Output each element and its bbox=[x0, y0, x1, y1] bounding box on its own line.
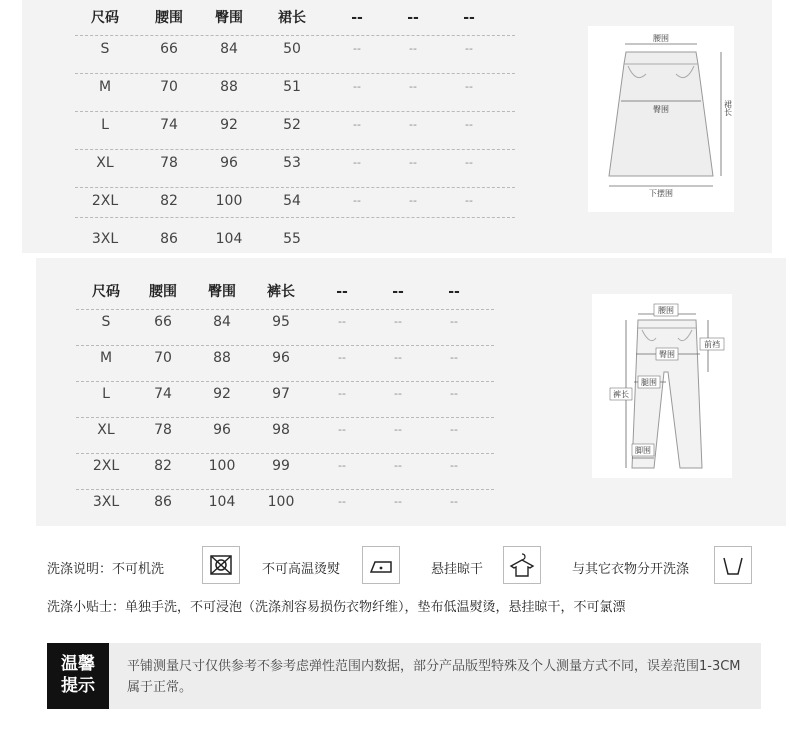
table-cell: 97 bbox=[272, 386, 290, 402]
column-header: 腰围 bbox=[155, 10, 183, 26]
table-cell: 100 bbox=[267, 494, 295, 510]
table-cell: 74 bbox=[154, 386, 172, 402]
table-cell: -- bbox=[353, 80, 361, 93]
notice-title-line1: 温馨 bbox=[61, 654, 95, 674]
table-cell: 84 bbox=[213, 314, 231, 330]
skirt-illustration bbox=[588, 26, 734, 212]
column-header: 臀围 bbox=[208, 284, 236, 300]
column-header: -- bbox=[407, 10, 419, 26]
hang-dry-icon bbox=[503, 546, 541, 584]
table-cell: -- bbox=[465, 80, 473, 93]
table-cell: -- bbox=[394, 315, 402, 328]
table-cell: 52 bbox=[283, 117, 301, 133]
table-cell: -- bbox=[338, 351, 346, 364]
column-header: 裤长 bbox=[267, 284, 295, 300]
table-cell: -- bbox=[450, 351, 458, 364]
column-header: 臀围 bbox=[215, 10, 243, 26]
table-cell: -- bbox=[450, 459, 458, 472]
table-cell: 96 bbox=[220, 155, 238, 171]
table-cell: 50 bbox=[283, 41, 301, 57]
pants-length-label: 裤长 bbox=[613, 390, 629, 399]
washing-tip: 洗涤小贴士：单独手洗，不可浸泡（洗涤剂容易损伤衣物纤维），垫布低温熨烫，悬挂晾干，不可氯漂 bbox=[47, 600, 626, 615]
table-cell: 2XL bbox=[91, 193, 119, 209]
table-cell: 99 bbox=[272, 458, 290, 474]
table-cell: 86 bbox=[160, 231, 178, 247]
hang-dry-label: 悬挂晾干 bbox=[431, 562, 484, 577]
table-cell: -- bbox=[394, 459, 402, 472]
table-cell: -- bbox=[465, 118, 473, 131]
table-cell: 3XL bbox=[91, 231, 119, 247]
notice-text: 平铺测量尺寸仅供参考不参考虑弹性范围内数据，部分产品版型特殊及个人测量方式不同，误差范围1-3CM属于正常。 bbox=[127, 659, 741, 695]
column-header: -- bbox=[463, 10, 475, 26]
skirt-hip-label: 臀围 bbox=[653, 105, 669, 114]
column-header: -- bbox=[448, 284, 460, 300]
table-row bbox=[76, 454, 494, 492]
skirt-length-label: 裙长 bbox=[723, 100, 733, 116]
table-cell: 92 bbox=[213, 386, 231, 402]
table-cell: 95 bbox=[272, 314, 290, 330]
skirt-hem-label: 下摆围 bbox=[649, 189, 673, 198]
table-row bbox=[76, 382, 494, 420]
table-cell: -- bbox=[353, 42, 361, 55]
table-row bbox=[75, 150, 515, 188]
table-cell: L bbox=[102, 386, 110, 402]
table-cell: L bbox=[101, 117, 109, 133]
pants-rise-label: 前裆 bbox=[704, 340, 720, 349]
pants-hip-label: 臀围 bbox=[659, 350, 675, 359]
column-header: 腰围 bbox=[149, 284, 177, 300]
table-row bbox=[75, 112, 515, 150]
table-cell: 54 bbox=[283, 193, 301, 209]
table-cell: S bbox=[101, 314, 111, 330]
table-cell: -- bbox=[353, 118, 361, 131]
table-cell: 66 bbox=[154, 314, 172, 330]
table-cell: 88 bbox=[220, 79, 238, 95]
pants-hem-label: 脚围 bbox=[635, 446, 651, 455]
column-header: -- bbox=[351, 10, 363, 26]
table-cell: 104 bbox=[215, 231, 243, 247]
table-cell: -- bbox=[338, 315, 346, 328]
table-cell: M bbox=[98, 79, 112, 95]
table-cell: 84 bbox=[220, 41, 238, 57]
table-cell: -- bbox=[450, 495, 458, 508]
table-header-row bbox=[75, 0, 515, 38]
table-cell: -- bbox=[338, 495, 346, 508]
table-cell: -- bbox=[394, 351, 402, 364]
notice-box bbox=[47, 643, 761, 709]
table-cell: M bbox=[99, 350, 113, 366]
table-cell: -- bbox=[338, 423, 346, 436]
column-header: -- bbox=[336, 284, 348, 300]
table-cell: -- bbox=[353, 194, 361, 207]
table-row bbox=[75, 188, 515, 226]
column-header: 尺码 bbox=[92, 284, 120, 300]
table-cell: 98 bbox=[272, 422, 290, 438]
column-header: 裙长 bbox=[278, 10, 306, 26]
table-cell: -- bbox=[394, 387, 402, 400]
table-cell: 100 bbox=[208, 458, 236, 474]
no-machine-wash-icon bbox=[202, 546, 240, 584]
pants-waist-label: 腰围 bbox=[658, 306, 674, 315]
row-divider bbox=[75, 217, 515, 218]
table-cell: 66 bbox=[160, 41, 178, 57]
table-cell: 88 bbox=[213, 350, 231, 366]
table-cell: -- bbox=[450, 387, 458, 400]
table-cell: -- bbox=[338, 387, 346, 400]
table-row bbox=[76, 490, 494, 528]
table-cell: 51 bbox=[283, 79, 301, 95]
table-cell: 3XL bbox=[92, 494, 120, 510]
table-cell: -- bbox=[409, 118, 417, 131]
table-cell: -- bbox=[465, 42, 473, 55]
table-cell: XL bbox=[97, 422, 115, 438]
table-cell: -- bbox=[394, 423, 402, 436]
table-cell: -- bbox=[465, 156, 473, 169]
table-row bbox=[76, 418, 494, 456]
table-cell: 86 bbox=[154, 494, 172, 510]
iron-icon bbox=[362, 546, 400, 584]
table-cell: 78 bbox=[154, 422, 172, 438]
table-cell: -- bbox=[409, 194, 417, 207]
table-cell: 100 bbox=[215, 193, 243, 209]
table-cell: 74 bbox=[160, 117, 178, 133]
wash-instruction-label: 洗涤说明：不可机洗 bbox=[47, 562, 165, 577]
pants-size-panel bbox=[36, 258, 786, 526]
no-hot-iron-label: 不可高温烫熨 bbox=[262, 562, 341, 577]
table-cell: -- bbox=[338, 459, 346, 472]
table-cell: -- bbox=[409, 80, 417, 93]
table-row bbox=[76, 346, 494, 384]
notice-title bbox=[47, 643, 109, 709]
table-cell: 82 bbox=[160, 193, 178, 209]
table-cell: S bbox=[100, 41, 110, 57]
table-cell: -- bbox=[394, 495, 402, 508]
table-cell: -- bbox=[409, 42, 417, 55]
table-cell: 70 bbox=[160, 79, 178, 95]
notice-title-line2: 提示 bbox=[61, 676, 95, 696]
table-cell: 53 bbox=[283, 155, 301, 171]
table-cell: 78 bbox=[160, 155, 178, 171]
pants-diagram bbox=[592, 294, 732, 478]
table-cell: 55 bbox=[283, 231, 301, 247]
table-cell: 92 bbox=[220, 117, 238, 133]
skirt-waist-label: 腰围 bbox=[653, 34, 669, 43]
pants-thigh-label: 腿围 bbox=[641, 378, 657, 387]
table-cell: -- bbox=[450, 423, 458, 436]
table-row bbox=[75, 74, 515, 112]
table-cell: 104 bbox=[208, 494, 236, 510]
column-header: -- bbox=[392, 284, 404, 300]
pants-illustration bbox=[592, 294, 732, 478]
table-cell: XL bbox=[96, 155, 114, 171]
skirt-diagram bbox=[588, 26, 734, 212]
table-cell: 2XL bbox=[92, 458, 120, 474]
table-header-row bbox=[76, 274, 494, 312]
table-row bbox=[75, 36, 515, 74]
table-cell: -- bbox=[450, 315, 458, 328]
table-cell: 82 bbox=[154, 458, 172, 474]
skirt-size-panel bbox=[22, 0, 772, 253]
table-cell: -- bbox=[409, 156, 417, 169]
table-cell: -- bbox=[465, 194, 473, 207]
wash-separately-label: 与其它衣物分开洗涤 bbox=[572, 562, 690, 577]
table-row bbox=[76, 310, 494, 348]
table-cell: 96 bbox=[213, 422, 231, 438]
table-cell: 96 bbox=[272, 350, 290, 366]
table-cell: -- bbox=[353, 156, 361, 169]
wash-separately-icon bbox=[714, 546, 752, 584]
table-cell: 70 bbox=[154, 350, 172, 366]
column-header: 尺码 bbox=[91, 10, 119, 26]
